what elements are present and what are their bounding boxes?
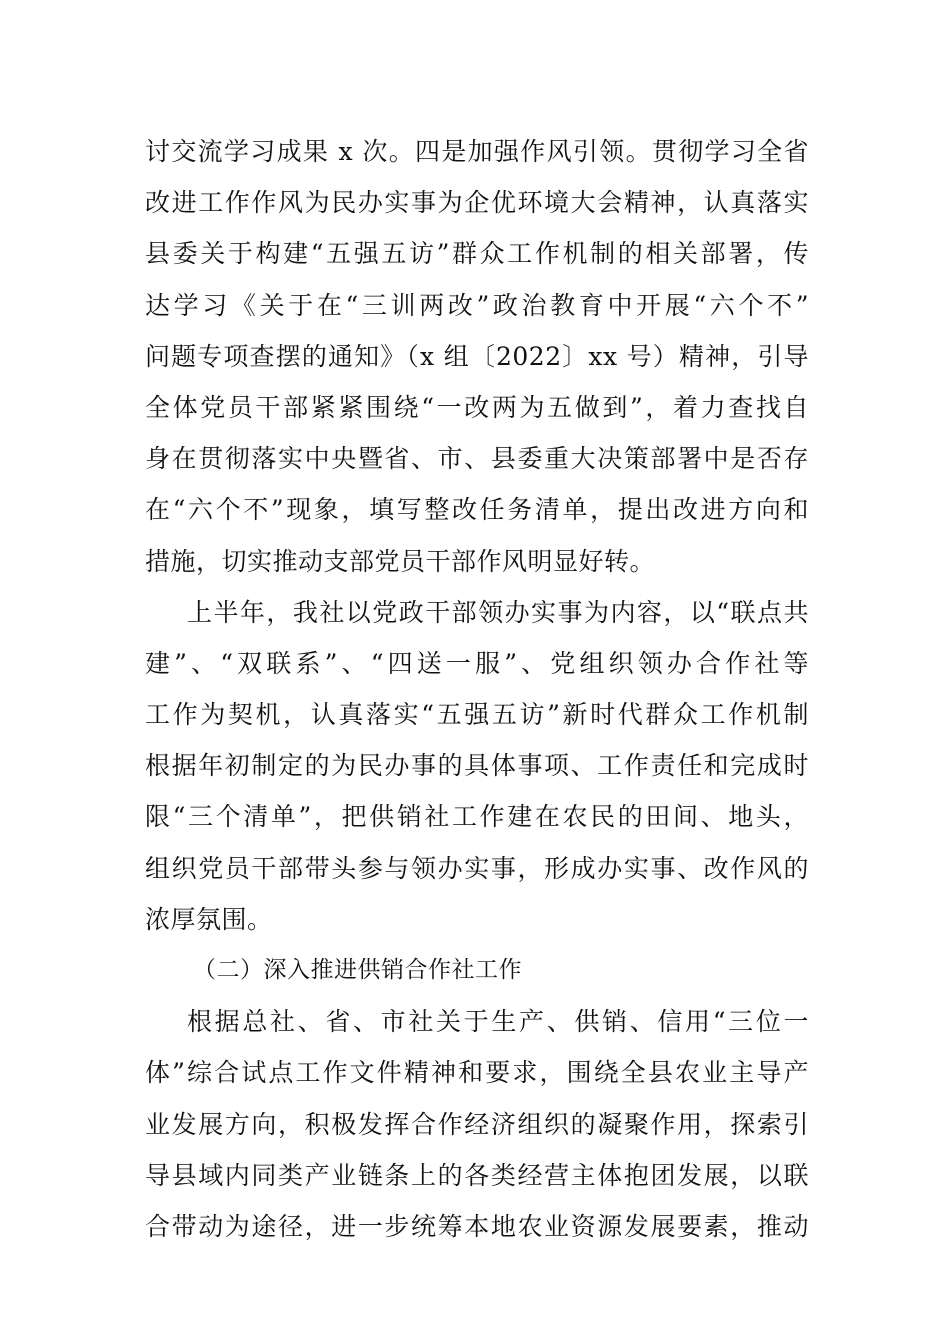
paragraph-line: 体”综合试点工作文件精神和要求，围绕全县农业主导产 [145,1058,809,1088]
paragraph-line: 导县域内同类产业链条上的各类经营主体抱团发展，以联 [145,1160,809,1190]
section-heading: （二）深入推进供销合作社工作 [193,957,522,983]
paragraph-line: 合带动为途径，进一步统筹本地农业资源发展要素，推动 [145,1211,809,1241]
paragraph-line: 身在贯彻落实中央暨省、市、县委重大决策部署中是否存 [145,444,809,474]
paragraph-line: 建”、“双联系”、“四送一服”、党组织领办合作社等 [145,648,809,678]
paragraph-line: 根据年初制定的为民办事的具体事项、工作责任和完成时 [145,751,809,781]
paragraph-line: 县委关于构建“五强五访”群众工作机制的相关部署，传 [145,239,809,269]
paragraph-line: 达学习《关于在“三训两改”政治教育中开展“六个不” [145,290,809,320]
paragraph-line: 全体党员干部紧紧围绕“一改两为五做到”，着力查找自 [145,392,809,422]
paragraph-line: 限“三个清单”，把供销社工作建在农民的田间、地头， [145,802,809,832]
paragraph-line: 措施，切实推动支部党员干部作风明显好转。 [145,546,656,576]
paragraph-line: 上半年，我社以党政干部领办实事为内容，以“联点共 [187,597,809,627]
paragraph-line: 在“六个不”现象，填写整改任务清单，提出改进方向和 [145,495,809,525]
paragraph-line: 讨交流学习成果 x 次。四是加强作风引领。贯彻学习全省 [145,137,809,166]
paragraph-line: 问题专项查摆的通知》（x 组〔2022〕xx 号）精神，引导 [145,341,809,371]
paragraph-line: 组织党员干部带头参与领办实事，形成办实事、改作风的 [145,853,809,883]
document-body [145,126,809,1252]
paragraph-line: 改进工作作风为民办实事为企优环境大会精神，认真落实 [145,188,809,218]
paragraph-line: 工作为契机，认真落实“五强五访”新时代群众工作机制 [145,700,809,730]
paragraph-line: 业发展方向，积极发挥合作经济组织的凝聚作用，探索引 [145,1109,809,1139]
paragraph-line: 根据总社、省、市社关于生产、供销、信用“三位一 [187,1007,809,1037]
paragraph-line: 浓厚氛围。 [145,904,273,934]
